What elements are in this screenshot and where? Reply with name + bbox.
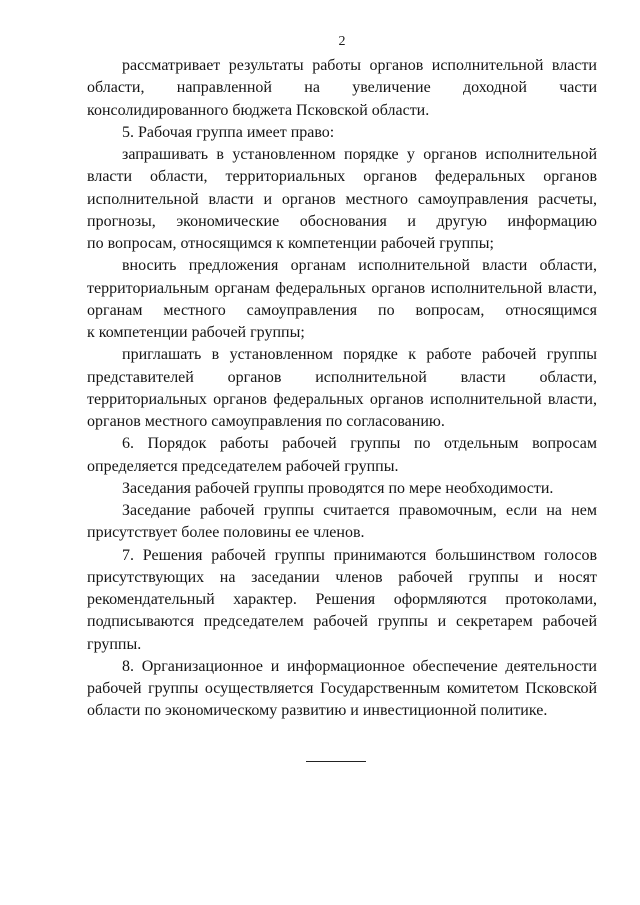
text-line: Заседания рабочей группы проводятся по мере необходимости. xyxy=(122,479,554,497)
paragraph-meetings-frequency xyxy=(87,478,597,500)
text-line: группы. xyxy=(87,635,142,653)
text-line: власти области, территориальных органов федеральных органов xyxy=(87,168,597,186)
text-line: органам местного самоуправления по вопросам, относящимся xyxy=(87,301,597,319)
text-line: 8. Организационное и информационное обеспечение деятельности xyxy=(122,657,597,675)
clause-8 xyxy=(87,656,597,723)
text-line: территориальным органам федеральных органов исполнительной власти, xyxy=(87,279,597,297)
text-line: консолидированного бюджета Псковской области. xyxy=(87,101,430,119)
clause-5-heading xyxy=(87,122,597,144)
text-line: рассматривает результаты работы органов исполнительной власти xyxy=(122,57,597,74)
text-line: органов местного самоуправления по согласованию. xyxy=(87,413,445,430)
end-separator xyxy=(306,761,366,762)
paragraph-invite-representatives xyxy=(87,344,597,433)
text-line: по вопросам, относящимся к компетенции рабочей группы; xyxy=(87,235,494,252)
text-line: 5. Рабочая группа имеет право: xyxy=(122,123,335,141)
document-body xyxy=(87,55,597,723)
text-line: определяется председателем рабочей группы. xyxy=(87,457,399,475)
text-line: Заседание рабочей группы считается правомочным, если на нем xyxy=(122,502,597,519)
page-number: 2 xyxy=(338,34,346,49)
paragraph-submit-proposals xyxy=(87,255,597,344)
paragraph-meeting-quorum xyxy=(87,500,597,545)
text-line: к компетенции рабочей группы; xyxy=(87,324,305,341)
text-line: вносить предложения органам исполнительной власти области, xyxy=(122,257,597,275)
text-line: прогнозы, экономические обоснования и другую информацию xyxy=(87,212,597,230)
text-line: представителей органов исполнительной власти области, xyxy=(87,368,597,386)
text-line: рекомендательный характер. Решения оформляются протоколами, xyxy=(87,591,597,608)
paragraph-review-results xyxy=(87,55,597,122)
text-line: области по экономическому развитию и инвестиционной политике. xyxy=(87,702,548,720)
text-line: присутствующих на заседании членов рабочей группы и носят xyxy=(87,568,597,586)
paragraph-request-information xyxy=(87,144,597,255)
text-line: запрашивать в установленном порядке у органов исполнительной xyxy=(122,146,597,163)
clause-7 xyxy=(87,545,597,656)
text-line: территориальных органов федеральных органов исполнительной власти, xyxy=(87,390,597,408)
text-line: подписываются председателем рабочей группы и секретарем рабочей xyxy=(87,613,597,631)
text-line: 7. Решения рабочей группы принимаются большинством голосов xyxy=(122,546,597,564)
clause-6 xyxy=(87,433,597,478)
text-line: присутствует более половины ее членов. xyxy=(87,524,365,542)
text-line: области, направленной на увеличение доходной части xyxy=(87,79,597,97)
text-line: исполнительной власти и органов местного самоуправления расчеты, xyxy=(87,190,597,208)
text-line: рабочей группы осуществляется Государственным комитетом Псковской xyxy=(87,680,597,697)
text-line: 6. Порядок работы рабочей группы по отдельным вопросам xyxy=(122,435,597,453)
text-line: приглашать в установленном порядке к работе рабочей группы xyxy=(122,346,597,364)
